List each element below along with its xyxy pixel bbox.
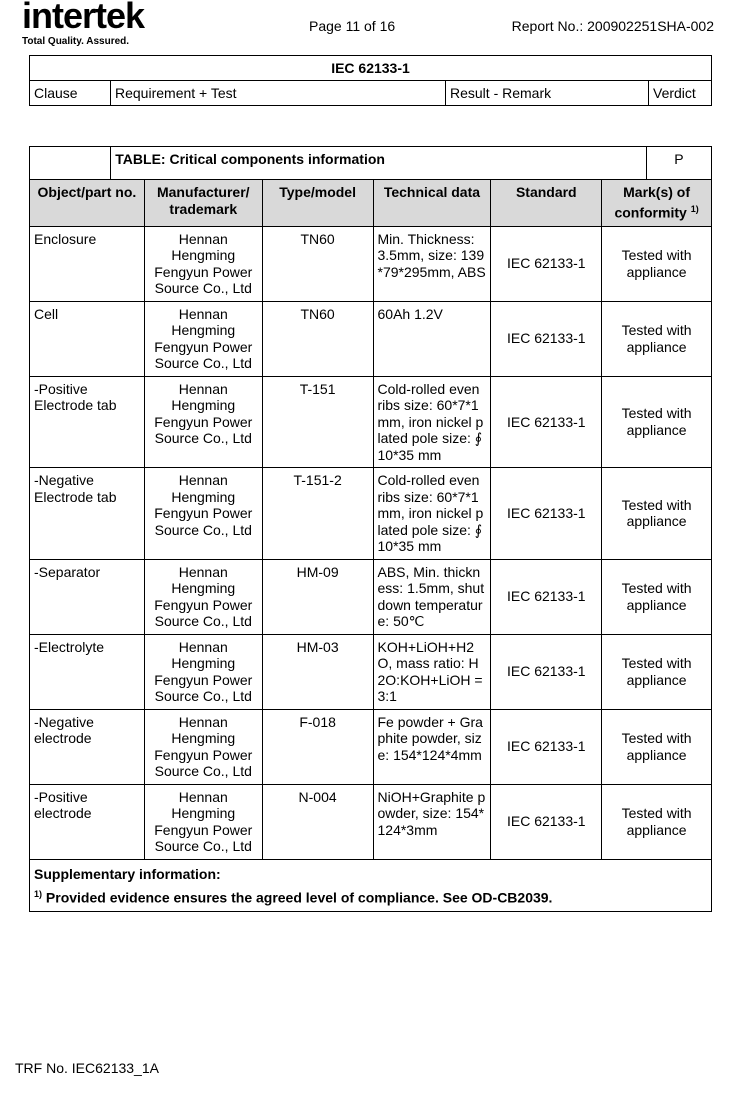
header-standard: Standard <box>491 180 602 227</box>
component-tech: ABS, Min. thickness: 1.5mm, shutdown temperature: 50℃ <box>373 559 491 634</box>
component-model: F-018 <box>262 709 373 784</box>
component-part: -Positive electrode <box>30 784 145 859</box>
component-model: HM-09 <box>262 559 373 634</box>
component-model: T-151 <box>262 376 373 468</box>
component-manufacturer: Hennan Hengming Fengyun Power Source Co., Ltd <box>144 468 262 560</box>
component-mark: Tested with appliance <box>602 468 712 560</box>
component-manufacturer: Hennan Hengming Fengyun Power Source Co., Ltd <box>144 784 262 859</box>
supplementary-sup: 1) <box>34 888 43 899</box>
logo-wordmark: intertek <box>22 0 145 36</box>
component-tech: Fe powder + Graphite powder, size: 154*124*4mm <box>373 709 491 784</box>
report-number: Report No.: 200902251SHA-002 <box>511 18 714 34</box>
supplementary-note: Provided evidence ensures the agreed level of compliance. See OD-CB2039. <box>45 889 553 906</box>
component-manufacturer: Hennan Hengming Fengyun Power Source Co., Ltd <box>144 559 262 634</box>
supplementary-cell <box>30 859 712 912</box>
component-tech: Cold-rolled even ribs size: 60*7*1 mm, iron nickel plated pole size: ∮10*35 mm <box>373 376 491 468</box>
table-title: TABLE: Critical components information <box>111 147 647 180</box>
component-model: TN60 <box>262 301 373 376</box>
component-tech: Min. Thickness: 3.5mm, size: 139*79*295mm, ABS <box>373 226 491 301</box>
clause-header-table <box>29 55 712 106</box>
table-row <box>30 468 712 560</box>
component-model: HM-03 <box>262 634 373 709</box>
component-part: -Negative electrode <box>30 709 145 784</box>
supplementary-note-line <box>34 884 707 908</box>
title-blank-cell <box>30 147 111 180</box>
component-tech: Cold-rolled even ribs size: 60*7*1 mm, iron nickel plated pole size: ∮10*35 mm <box>373 468 491 560</box>
component-standard: IEC 62133-1 <box>491 709 602 784</box>
component-tech: KOH+LiOH+H2O, mass ratio: H2O:KOH+LiOH =3:1 <box>373 634 491 709</box>
component-part: -Separator <box>30 559 145 634</box>
component-part: -Electrolyte <box>30 634 145 709</box>
component-manufacturer: Hennan Hengming Fengyun Power Source Co., Ltd <box>144 376 262 468</box>
component-standard: IEC 62133-1 <box>491 634 602 709</box>
component-mark: Tested with appliance <box>602 226 712 301</box>
component-manufacturer: Hennan Hengming Fengyun Power Source Co., Ltd <box>144 709 262 784</box>
col-requirement: Requirement + Test <box>111 81 446 106</box>
component-model: TN60 <box>262 226 373 301</box>
component-mark: Tested with appliance <box>602 559 712 634</box>
page-number: Page 11 of 16 <box>309 18 396 34</box>
header-mark-label: Mark(s) of conformity <box>614 184 691 221</box>
header-manufacturer: Manufacturer/ trademark <box>144 180 262 227</box>
component-mark: Tested with appliance <box>602 376 712 468</box>
component-mark: Tested with appliance <box>602 784 712 859</box>
component-mark: Tested with appliance <box>602 709 712 784</box>
table-verdict: P <box>646 147 711 180</box>
standard-title: IEC 62133-1 <box>30 56 712 81</box>
component-standard: IEC 62133-1 <box>491 226 602 301</box>
col-verdict: Verdict <box>649 81 712 106</box>
header-tech: Technical data <box>373 180 491 227</box>
component-part: Cell <box>30 301 145 376</box>
table-row <box>30 559 712 634</box>
component-standard: IEC 62133-1 <box>491 301 602 376</box>
component-model: N-004 <box>262 784 373 859</box>
component-mark: Tested with appliance <box>602 634 712 709</box>
component-part: -Positive Electrode tab <box>30 376 145 468</box>
logo-tagline: Total Quality. Assured. <box>22 36 130 47</box>
component-part: Enclosure <box>30 226 145 301</box>
component-mark: Tested with appliance <box>602 301 712 376</box>
component-tech: 60Ah 1.2V <box>373 301 491 376</box>
component-manufacturer: Hennan Hengming Fengyun Power Source Co., Ltd <box>144 301 262 376</box>
table-row <box>30 376 712 468</box>
header-model: Type/model <box>262 180 373 227</box>
header-mark-sup: 1) <box>690 204 699 214</box>
table-row <box>30 709 712 784</box>
component-model: T-151-2 <box>262 468 373 560</box>
header-mark <box>602 180 712 227</box>
table-row <box>30 634 712 709</box>
component-standard: IEC 62133-1 <box>491 784 602 859</box>
component-standard: IEC 62133-1 <box>491 376 602 468</box>
component-part: -Negative Electrode tab <box>30 468 145 560</box>
component-standard: IEC 62133-1 <box>491 559 602 634</box>
table-row <box>30 226 712 301</box>
header-part: Object/part no. <box>30 180 145 227</box>
table-row <box>30 784 712 859</box>
intertek-logo <box>22 0 144 47</box>
supplementary-title: Supplementary information: <box>34 865 221 882</box>
component-standard: IEC 62133-1 <box>491 468 602 560</box>
component-manufacturer: Hennan Hengming Fengyun Power Source Co., Ltd <box>144 634 262 709</box>
col-clause: Clause <box>30 81 111 106</box>
critical-components-table <box>29 146 712 912</box>
trf-number: TRF No. IEC62133_1A <box>15 1060 159 1076</box>
component-manufacturer: Hennan Hengming Fengyun Power Source Co., Ltd <box>144 226 262 301</box>
table-row <box>30 301 712 376</box>
col-result: Result - Remark <box>446 81 649 106</box>
component-tech: NiOH+Graphite powder, size: 154*124*3mm <box>373 784 491 859</box>
